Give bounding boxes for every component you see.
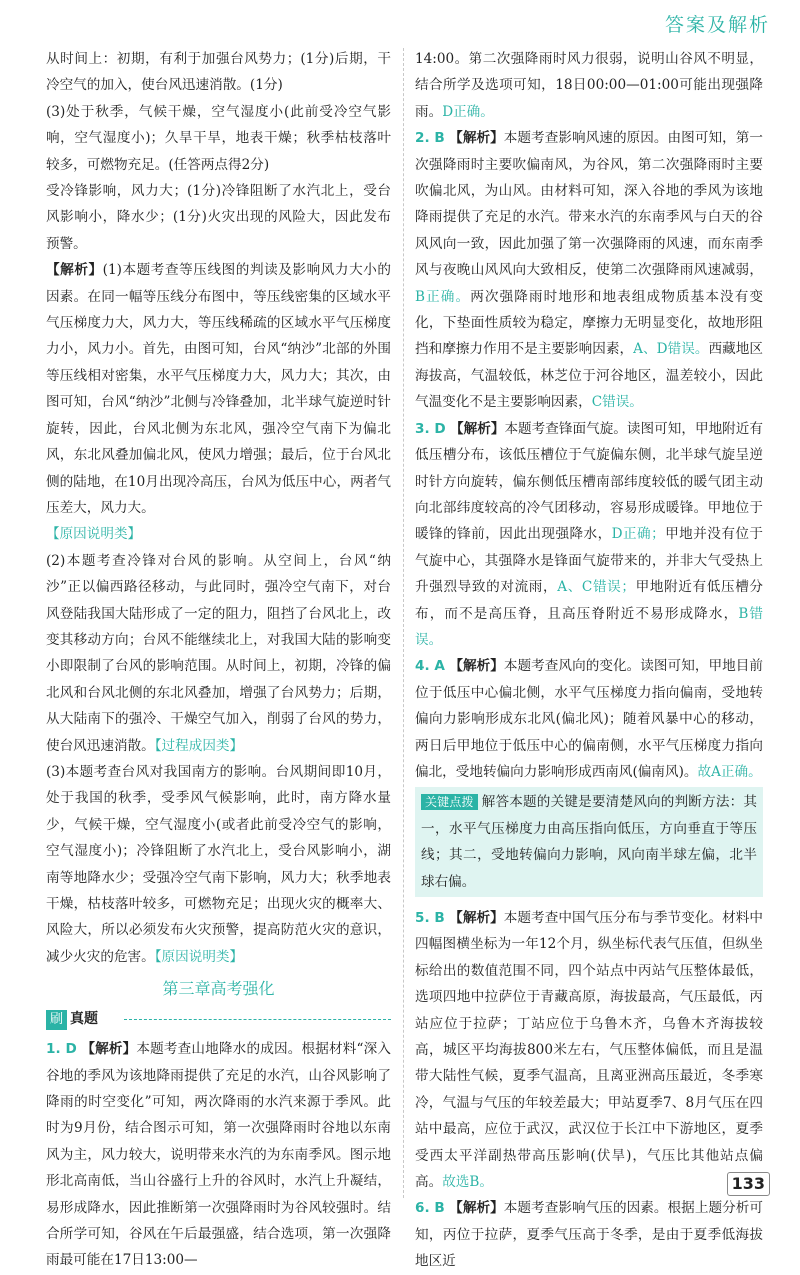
analysis-text: 本题考查山地降水的成因。根据材料“深入谷地的季风为该地降雨提供了充足的水汽，山谷风影响了降雨的时空变化”可知，两次降雨的水汽来源于季风。此时为9月份，结合图示可知，第一次强降雨时谷地以东南风为主，风力较大，说明带来水汽的为东南季风。图示地形北高南低，当山谷盛行上升的谷风时，水汽上升凝结，易形成降水，因此推断第一次强降雨时为谷风较强时。结合所学可知，谷风在午后最强盛，结合选项，第一次强降雨最可能在17日13:00— (46, 1041, 392, 1269)
analysis-text: 两次强降雨时地形和地表组成物质基本没有变化，下垫面性质较为稳定，摩擦力无明显变化，故地形阻挡和摩擦力作用不是主要影响因素， (415, 288, 763, 358)
analysis-paragraph (46, 548, 391, 759)
section-header (46, 1006, 391, 1032)
category-label: 【过程成因类】 (154, 737, 244, 754)
answer-highlight: D正确。 (442, 103, 494, 120)
analysis-text: 本题考查中国气压分布与季节变化。材料中四幅图横坐标为一年12个月，纵坐标代表气压值，但纵坐标给出的数值范围不同，四个站点中丙站气压整体最低，选项四地中拉萨位于青藏高原，海拔最高，气压最低，丙站应位于拉萨；丁站应位于乌鲁木齐，乌鲁木齐海拔较高，城区平均海拔800米左右，气压整体偏低，而且是温带大陆性气候，夏季气温高，且离亚洲高压最近，冬季寒冷，气温与气压的年较差最大；甲站夏季7、8月气压在四站中最高，应位于武汉，武汉位于长江中下游地区，夏季受西太平洋副热带高压影响(伏旱)，气压比其他站点偏高。 (415, 910, 764, 1191)
question-number: 4. A (415, 658, 445, 675)
analysis-tag: 【解析】 (81, 1041, 137, 1058)
answer-highlight: A、C错误； (557, 579, 635, 596)
analysis-text: 本题考查影响气压的因素。根据上题分析可知，丙位于拉萨，夏季气压高于冬季，是由于夏季低海拔地区近 (415, 1200, 764, 1270)
analysis-text: (2)本题考查冷锋对台风的影响。从空间上，台风“纳沙”正以偏西路径移动，与此同时，强冷空气南下，对台风登陆我国大陆形成了一定的阻力，阻挡了台风北上，改变其移动方向；台风不能继续北上，对我国大陆的影响变小即限制了台风的影响范围。从时间上，初期，冷锋的偏北风和台风北侧的东北风叠加，增强了台风势力；后期，从大陆南下的强冷、干燥空气加入，削弱了台风的势力，使台风迅速消散。 (46, 552, 391, 754)
analysis-text: (3)本题考查台风对我国南方的影响。台风期间即10月，处于我国的秋季，受季风气候影响，此时，南方降水量少，气候干燥，空气湿度小(或者此前受冷空气的影响，空气湿度小)；冷锋阻断了水汽北上，受台风影响小，湖南等地降水少；受强冷空气南下影响，风力大；秋季地表干燥，枯枝落叶较多，可燃物充足；出现火灾的概率大、风险大，所以必须发布火灾预警，提高防范火灾的意识，减少火灾的危害。 (46, 763, 391, 965)
section-badge: 刷 (46, 1010, 67, 1030)
question-number: 6. B (415, 1200, 445, 1217)
answer-highlight: B正确。 (415, 288, 471, 305)
analysis-tag: 【解析】 (46, 262, 103, 279)
analysis-tag: 【解析】 (449, 130, 504, 147)
analysis-text: 甲地附近有低压槽分布，而不是高压脊，且高压脊附近不易形成降水， (415, 579, 764, 622)
chapter-title: 第三章高考强化 (162, 979, 275, 999)
question-answer-3 (415, 416, 763, 654)
column-divider (403, 48, 404, 1198)
analysis-tag: 【解析】 (449, 1200, 504, 1217)
left-column (46, 46, 391, 1274)
answer-highlight: A、D错误。 (633, 341, 709, 358)
question-answer-4 (415, 653, 763, 785)
analysis-paragraph (46, 759, 391, 970)
category-label: 【原因说明类】 (46, 526, 142, 543)
question-number: 5. B (415, 910, 445, 926)
right-column (415, 46, 763, 1275)
question-answer-6 (415, 1195, 763, 1274)
question-number: 1. D (46, 1041, 77, 1058)
analysis-text: 西藏地区海拔高，气温较低，林芝位于河谷地区，温差较小，因此气温变化不是主要影响因素， (415, 341, 764, 411)
analysis-tag: 【解析】 (449, 910, 504, 926)
analysis-paragraph (46, 257, 391, 521)
answer-paragraph: (3)处于秋季，气候干燥，空气湿度小(此前受冷空气影响，空气湿度小)；久旱干旱，地表干燥；秋季枯枝落叶较多，可燃物充足。(任答两点得2分) (46, 103, 391, 173)
analysis-text: 本题考查锋面气旋。读图可知，甲地附近有低压槽分布，该低压槽位于气旋偏东侧，北半球气旋呈逆时针方向旋转，偏东侧低压槽南部纬度较低的暖气团主动向北部纬度较高的冷气团移动，容易形成暖锋。甲地位于暖锋的锋前，因此出现强降水， (415, 420, 763, 543)
section-label: 真题 (70, 1011, 99, 1028)
question-answer-5 (415, 905, 763, 1195)
answer-highlight: D正确； (611, 526, 665, 543)
analysis-text: (1)本题考查等压线图的判读及影响风力大小的因素。在同一幅等压线分布图中，等压线密集的区域水平气压梯度力大，风力大，等压线稀疏的区域水平气压梯度力小，风力小。首先，由图可知，台风“纳沙”北部的外围等压线相对密集，水平气压梯度力大，风力大；其次，由图可知，台风“纳沙”北侧与冷锋叠加，北半球气旋逆时针旋转，因此，台风北侧为东北风，强冷空气南下为偏北风，东北风叠加偏北风，使风力增强；最后，位于台风北侧的陆地，在10月出现冷高压，台风为低压中心，两者气压差大，风力大。 (46, 262, 391, 516)
category-line (46, 521, 391, 547)
analysis-tag: 【解析】 (450, 420, 505, 437)
question-number: 2. B (415, 130, 445, 147)
question-answer-2 (415, 125, 763, 415)
answer-paragraph: 受冷锋影响，风力大；(1分)冷锋阻断了水汽北上，受台风影响小，降水少；(1分)火灾出现的风险大，因此发布预警。 (46, 183, 391, 252)
key-point-text: 解答本题的关键是要清楚风向的判断方法：其一，水平气压梯度力由高压指向低压，方向垂直于等压线；其二，受地转偏向力影响，风向南半球左偏，北半球右偏。 (421, 794, 757, 890)
question-answer-1 (46, 1036, 391, 1274)
question-number: 3. D (415, 420, 446, 437)
answer-highlight: 故选B。 (442, 1174, 493, 1191)
analysis-text: 14:00。第二次强降雨时风力很弱，说明山谷风不明显，结合所学及选项可知，18日00:00—01:00可能出现强降雨。 (415, 51, 763, 120)
page-number: 133 (727, 1172, 770, 1196)
question-answer-1-cont (415, 46, 763, 125)
analysis-tag: 【解析】 (449, 658, 504, 675)
analysis-text: 甲地并没有位于气旋中心，其强降水是锋面气旋带来的，并非大气受热上升强烈导致的对流雨， (415, 526, 764, 596)
answer-highlight: 故A正确。 (697, 763, 762, 780)
key-point-box (415, 787, 763, 897)
category-label: 【原因说明类】 (154, 948, 244, 965)
answer-highlight: B错误。 (415, 605, 763, 648)
key-point-tag: 关键点拨 (421, 794, 478, 810)
header-title: 答案及解析 (664, 14, 770, 36)
section-rule (124, 1019, 391, 1020)
analysis-text: 本题考查影响风速的原因。由图可知，第一次强降雨时主要吹偏南风，为谷风，第二次强降雨时主要吹偏北风，为山风。由材料可知，深入谷地的季风为该地降雨提供了充足的水汽。带来水汽的东南季风与白天的谷风风向一致，因此加强了第一次强降雨的风速，而东南季风与夜晚山风风向大致相反，使第二次强降雨风速减弱， (415, 130, 764, 279)
answer-paragraph: 从时间上：初期，有利于加强台风势力；(1分)后期，干冷空气的加入，使台风迅速消散。(1分) (46, 51, 391, 94)
analysis-text: 本题考查风向的变化。读图可知，甲地目前位于低压中心偏北侧，水平气压梯度力指向偏南，受地转偏向力影响形成东北风(偏北风)；随着风暴中心的移动，两日后甲地位于低压中心的偏南侧，水平气压梯度力指向偏北，受地转偏向力影响形成西南风(偏南风)。 (415, 658, 763, 780)
answer-highlight: C错误。 (591, 394, 643, 411)
